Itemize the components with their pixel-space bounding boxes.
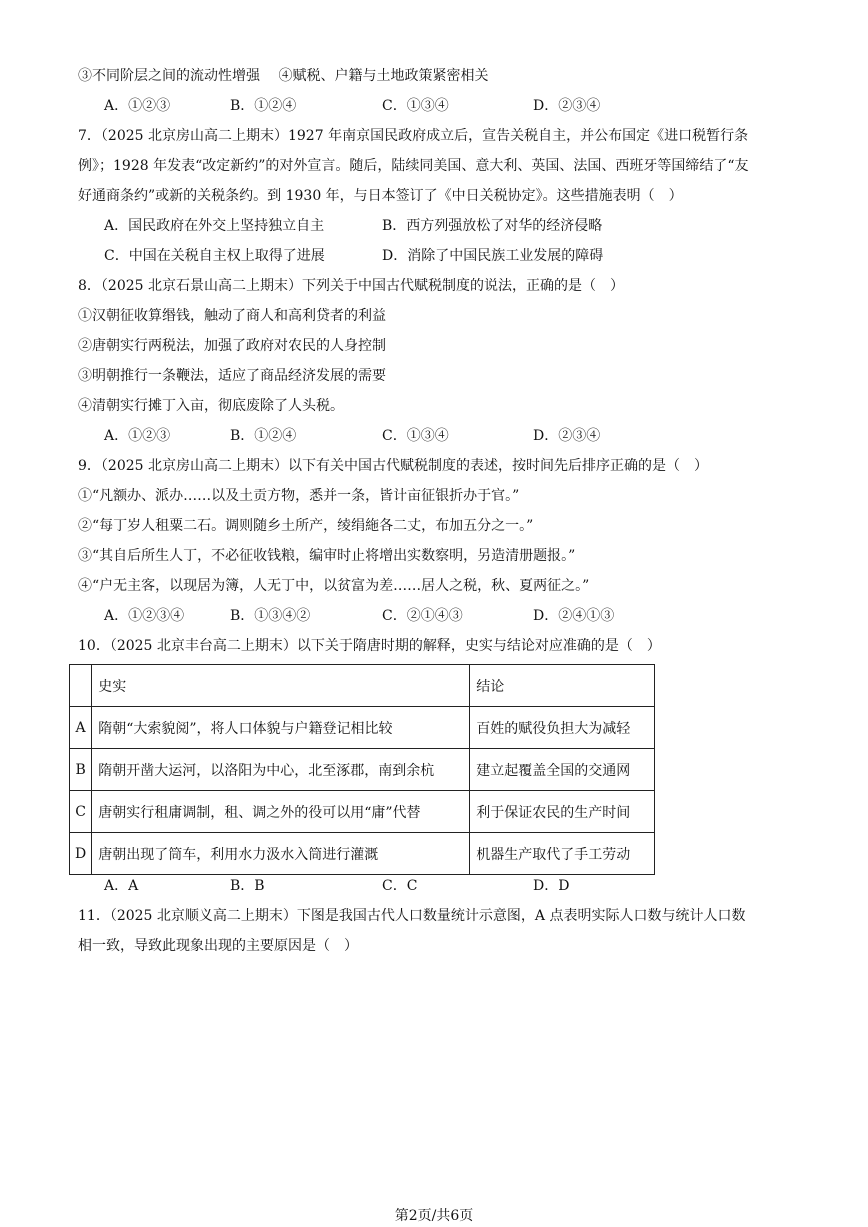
- q6-option-b[interactable]: B．①②④: [230, 98, 297, 114]
- q9-option-a[interactable]: A．①②③④: [104, 608, 185, 624]
- table-cell: 隋朝开凿大运河，以洛阳为中心，北至涿郡，南到余杭: [92, 749, 470, 791]
- q6-option-c[interactable]: C．①③④: [382, 98, 449, 114]
- table-cell: 唐朝实行租庸调制，租、调之外的役可以用“庸”代替: [92, 791, 470, 833]
- table-header-row: [70, 665, 655, 707]
- q7-option-d[interactable]: D．消除了中国民族工业发展的障碍: [382, 248, 604, 264]
- q9-stem: 9．（2025 北京房山高二上期末）以下有关中国古代赋税制度的表述，按时间先后排序正确的是（ ）: [78, 458, 708, 474]
- table-header-cell: [70, 665, 92, 707]
- q10-option-d[interactable]: D．D: [533, 878, 570, 894]
- q8-item-1: ①汉朝征收算缗钱，触动了商人和高利贷者的利益: [78, 308, 386, 324]
- table-cell: C: [70, 791, 92, 833]
- q8-option-d[interactable]: D．②③④: [533, 428, 601, 444]
- table-row: [70, 749, 655, 791]
- table-row: [70, 707, 655, 749]
- q9-item-3: ③“其自后所生人丁，不必征收钱粮，编审时止将增出实数察明，另造清册题报。”: [78, 548, 576, 564]
- q9-item-2: ②“每丁岁人租粟二石。调则随乡土所产，绫绢絁各二丈，布加五分之一。”: [78, 518, 534, 534]
- table-cell: B: [70, 749, 92, 791]
- q10-options: [104, 876, 804, 896]
- table-cell: 唐朝出现了筒车，利用水力汲水入筒进行灌溉: [92, 833, 470, 875]
- q11-stem-line1: 11．（2025 北京顺义高二上期末）下图是我国古代人口数量统计示意图，A 点表明实际人口数与统计人口数: [78, 908, 746, 924]
- q9-option-b[interactable]: B．①③④②: [230, 608, 311, 624]
- q8-stem: 8．（2025 北京石景山高二上期末）下列关于中国古代赋税制度的说法，正确的是（ ）: [78, 278, 624, 294]
- q6-options: [104, 96, 804, 116]
- q6-option-a[interactable]: A．①②③: [104, 98, 171, 114]
- table-cell: 建立起覆盖全国的交通网: [470, 749, 655, 791]
- q8-option-c[interactable]: C．①③④: [382, 428, 449, 444]
- table-header-cell: 史实: [92, 665, 470, 707]
- table-cell: D: [70, 833, 92, 875]
- q8-option-a[interactable]: A．①②③: [104, 428, 171, 444]
- table-cell: 隋朝“大索貌阅”，将人口体貌与户籍登记相比较: [92, 707, 470, 749]
- table-cell: 百姓的赋役负担大为减轻: [470, 707, 655, 749]
- q9-option-d[interactable]: D．②④①③: [533, 608, 615, 624]
- q10-option-c[interactable]: C．C: [382, 878, 418, 894]
- q9-options: [104, 606, 804, 626]
- table-header-cell: 结论: [470, 665, 655, 707]
- q7-stem-line3: 好通商条约”或新的关税条约。到 1930 年，与日本签订了《中日关税协定》。这些措施表明（ ）: [78, 188, 683, 204]
- q8-option-b[interactable]: B．①②④: [230, 428, 297, 444]
- table-cell: 利于保证农民的生产时间: [470, 791, 655, 833]
- table-row: [70, 791, 655, 833]
- q8-item-3: ③明朝推行一条鞭法，适应了商品经济发展的需要: [78, 368, 386, 384]
- q8-item-4: ④清朝实行摊丁入亩，彻底废除了人头税。: [78, 398, 344, 414]
- q7-stem-line2: 例》；1928 年发表“改定新约”的对外宣言。随后，陆续同美国、意大利、英国、法国、西班牙等国缔结了“友: [78, 158, 749, 174]
- q9-item-1: ①“凡额办、派办……以及土贡方物，悉并一条，皆计亩征银折办于官。”: [78, 488, 520, 504]
- q9-item-4: ④“户无主客，以现居为簿，人无丁中，以贫富为差……居人之税，秋、夏两征之。”: [78, 578, 590, 594]
- q11-stem-line2: 相一致，导致此现象出现的主要原因是（ ）: [78, 938, 358, 954]
- q8-item-2: ②唐朝实行两税法，加强了政府对农民的人身控制: [78, 338, 386, 354]
- q10-stem: 10．（2025 北京丰台高二上期末）以下关于隋唐时期的解释，史实与结论对应准确的是（ ）: [78, 638, 661, 654]
- q10-option-b[interactable]: B．B: [230, 878, 265, 894]
- q7-options-row1: [104, 216, 804, 236]
- q7-options-row2: [104, 246, 804, 266]
- q7-option-a[interactable]: A．国民政府在外交上坚持独立自主: [104, 218, 325, 234]
- q7-stem-line1: 7．（2025 北京房山高二上期末）1927 年南京国民政府成立后，宣告关税自主，并公布国定《进口税暂行条: [78, 128, 749, 144]
- q8-options: [104, 426, 804, 446]
- page-number-footer: 第2页/共6页: [394, 1208, 474, 1224]
- q6-item-tail: ③不同阶层之间的流动性增强 ④赋税、户籍与土地政策紧密相关: [78, 68, 489, 84]
- q10-option-a[interactable]: A．A: [104, 878, 139, 894]
- q10-table: [69, 664, 655, 875]
- table-cell: A: [70, 707, 92, 749]
- q9-option-c[interactable]: C．②①④③: [382, 608, 463, 624]
- q7-option-b[interactable]: B．西方列强放松了对华的经济侵略: [382, 218, 603, 234]
- table-cell: 机器生产取代了手工劳动: [470, 833, 655, 875]
- table-row: [70, 833, 655, 875]
- q6-option-d[interactable]: D．②③④: [533, 98, 601, 114]
- q7-option-c[interactable]: C．中国在关税自主权上取得了进展: [104, 248, 325, 264]
